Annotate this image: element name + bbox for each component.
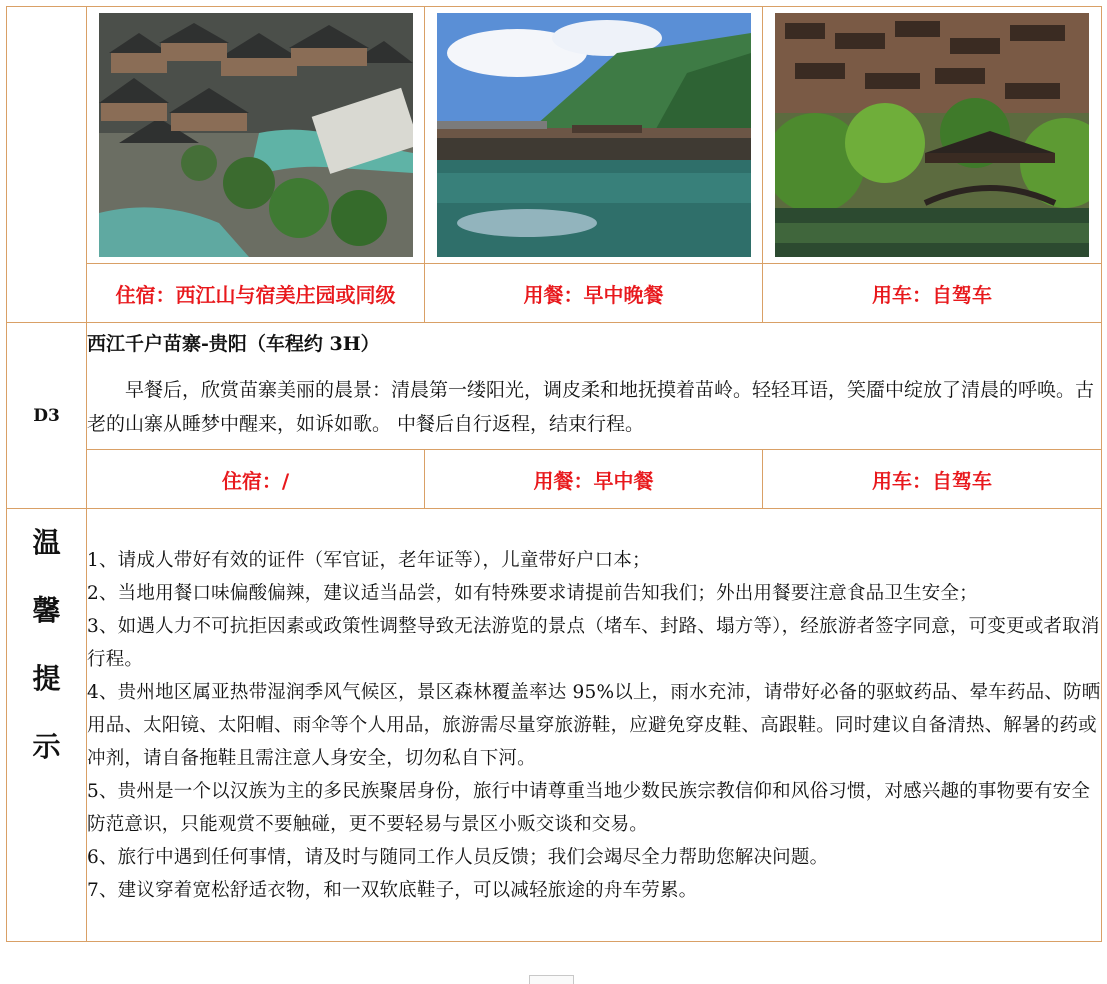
day2-lodging: 住宿：西江山与宿美庄园或同级 [87,264,425,323]
itinerary-table [6,6,1102,942]
tips-label-char-1: 温 [32,526,61,559]
day3-row [7,323,1102,450]
tips-list [87,509,1102,942]
photo-cell-1 [87,7,425,264]
tips-row [7,509,1102,942]
day3-lodging: 住宿：/ [87,450,425,509]
day2-vehicle: 用车：自驾车 [763,264,1102,323]
day3-title: 西江千户苗寨-贵阳（车程约 3H） [87,333,380,355]
day2-meals: 用餐：早中晚餐 [425,264,763,323]
tip-item: 5、贵州是一个以汉族为主的多民族聚居身份，旅行中请尊重当地少数民族宗教信仰和风俗习惯，对感兴趣的事物要有安全防范意识，只能观赏不要触碰，更不要轻易与景区小贩交谈和交易。 [87,780,1091,835]
tips-label-char-4: 示 [32,730,61,763]
day3-info-row [7,450,1102,509]
photo-row [7,7,1102,264]
photo-cell-3 [763,7,1102,264]
tip-item: 2、当地用餐口味偏酸偏辣，建议适当品尝，如有特殊要求请提前告知我们；外出用餐要注意食品卫生安全； [87,582,978,604]
village-aerial-photo [99,13,413,257]
tip-item: 4、贵州地区属亚热带湿润季风气候区，景区森林覆盖率达 95%以上，雨水充沛，请带好必备的驱蚊药品、晕车药品、防晒用品、太阳镜、太阳帽、雨伞等个人用品，旅游需尽量穿旅游鞋，应避免穿皮鞋、高跟鞋。同时建议自备清热、解暑的药或冲剂，请自备拖鞋且需注意人身安全，切勿私自下河。 [87,681,1101,769]
day3-vehicle: 用车：自驾车 [763,450,1102,509]
tip-item: 6、旅行中遇到任何事情，请及时与随同工作人员反馈；我们会竭尽全力帮助您解决问题。 [87,846,829,868]
hillside-village-photo [775,13,1089,257]
tips-label-char-3: 提 [32,662,61,695]
river-bridge-photo [437,13,751,257]
itinerary-sheet [6,6,1101,942]
day3-meals: 用餐：早中餐 [425,450,763,509]
photo-cell-2 [425,7,763,264]
tip-item: 3、如遇人力不可抗拒因素或政策性调整导致无法游览的景点（堵车、封路、塌方等），经旅游者签字同意，可变更或者取消行程。 [87,615,1100,670]
day3-description-cell [87,323,1102,450]
tips-label-char-2: 馨 [32,594,61,627]
day2-label-cell [7,7,87,323]
day3-body: 早餐后，欣赏苗寨美丽的晨景：清晨第一缕阳光，调皮柔和地抚摸着苗岭。轻轻耳语，笑靥中绽放了清晨的呼唤。古老的山寨从睡梦中醒来，如诉如歌。 中餐后自行返程，结束行程。 [87,379,1095,435]
tip-item: 1、请成人带好有效的证件（军官证，老年证等），儿童带好户口本； [87,549,651,571]
tip-item: 7、建议穿着宽松舒适衣物，和一双软底鞋子，可以减轻旅途的舟车劳累。 [87,879,698,901]
day2-info-row [7,264,1102,323]
tips-label [7,509,87,942]
day3-label: D3 [7,323,87,509]
